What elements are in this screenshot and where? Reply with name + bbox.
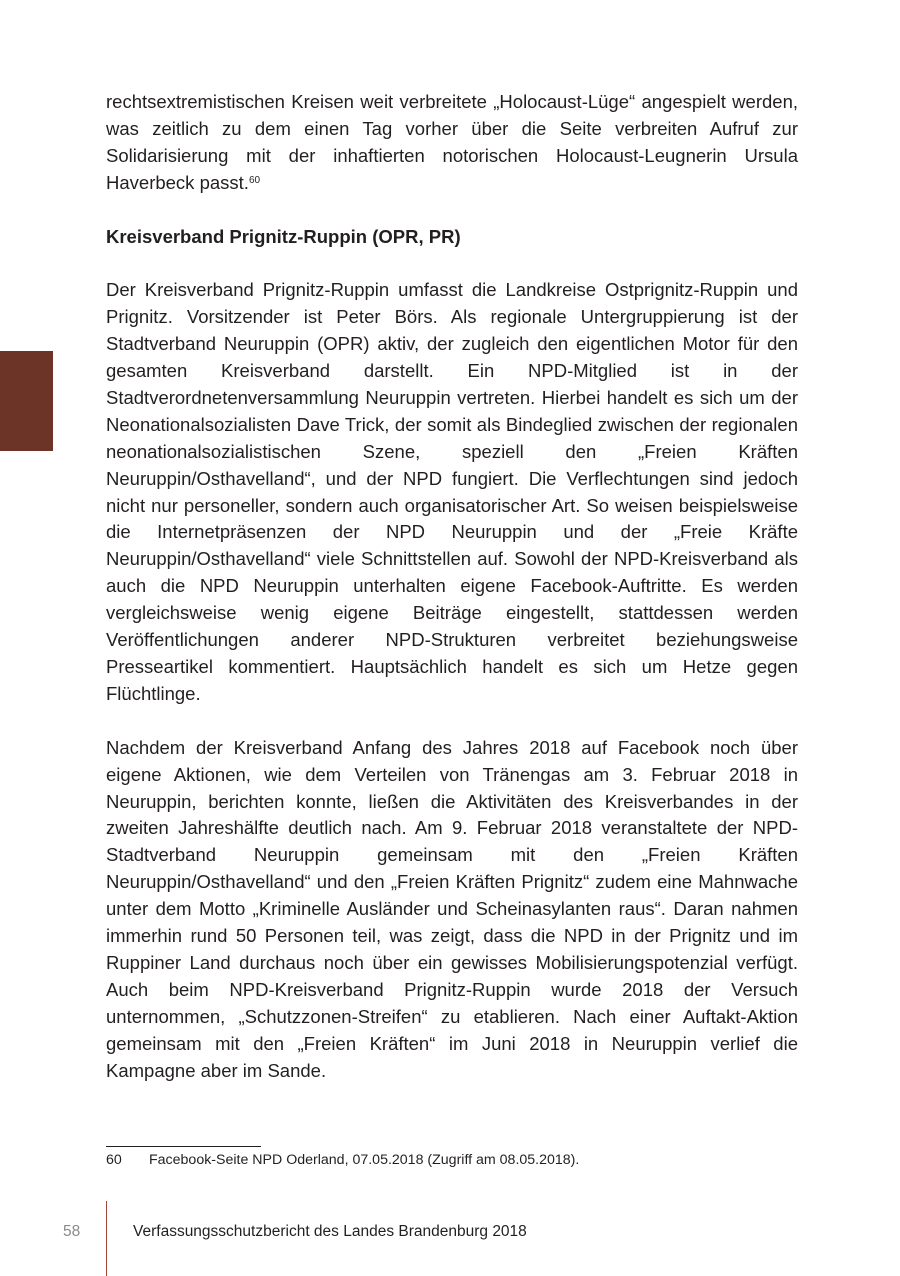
section-heading: Kreisverband Prignitz-Ruppin (OPR, PR) xyxy=(106,225,461,247)
footer-title: Verfassungsschutzbericht des Landes Brandenburg 2018 xyxy=(133,1223,527,1240)
paragraph-2: Nachdem der Kreisverband Anfang des Jahres 2018 auf Facebook noch über eigene Aktionen, wie dem Verteilen von Tränengas am 3. Februar 2018 in Neuruppin, berichten konnte, ließen die Aktivitäten des Kreisverbandes in der zweiten Jahreshälfte deutlich nach. Am 9. Februar 2018 veranstaltete der NPD-Stadtverband Neuruppin gemeinsam mit den „Freien Kräften Neuruppin/Osthavelland“ und den „Freien Kräften Prignitz“ zudem eine Mahnwache unter dem Motto „Kriminelle Ausländer und Scheinasylanten raus“. Daran nahmen immerhin rund 50 Personen teil, was zeigt, dass die NPD in der Prignitz und im Ruppiner Land durchaus noch über ein gewisses Mobilisierungspotenzial verfügt. Auch beim NPD-Kreisverband Prignitz-Ruppin wurde 2018 der Versuch unternommen, „Schutzzonen-Streifen“ zu etablieren. Nach einer Auftakt-Aktion gemeinsam mit den „Freien Kräften“ im Juni 2018 in Neuruppin verlief die Kampagne aber im Sande. xyxy=(106,736,798,1081)
footer-divider xyxy=(106,1201,107,1276)
intro-paragraph-text: rechtsextremistischen Kreisen weit verbreitete „Holocaust-Lüge“ angespielt werden, was zeitlich zu dem einen Tag vorher über die Seite verbreiten Aufruf zur Solidarisierung mit der inhaftierten notorischen Holocaust-Leugnerin Ursula Haverbeck passt. xyxy=(106,91,798,193)
footnote-number: 60 xyxy=(106,1152,122,1168)
page-number: 58 xyxy=(63,1223,81,1240)
page-body xyxy=(106,89,798,1084)
footnote xyxy=(106,1151,579,1169)
footnote-text: Facebook-Seite NPD Oderland, 07.05.2018 (Zugriff am 08.05.2018). xyxy=(149,1152,580,1168)
footnote-divider xyxy=(106,1146,261,1147)
intro-paragraph xyxy=(106,89,798,197)
paragraph-1: Der Kreisverband Prignitz-Ruppin umfasst die Landkreise Ostprignitz-Ruppin und Prignitz. Vorsitzender ist Peter Börs. Als regionale Untergruppierung ist der Stadtverband Neuruppin (OPR) aktiv, der zugleich den eigentlichen Motor für den gesamten Kreisverband darstellt. Ein NPD-Mitglied ist in der Stadtverordnetenversammlung Neuruppin vertreten. Hierbei handelt es sich um der Neonationalsozialisten Dave Trick, der somit als Bindeglied zwischen der regionalen neonationalsozialistischen Szene, speziell den „Freien Kräften Neuruppin/Osthavelland“, und der NPD fungiert. Die Verflechtungen sind jedoch nicht nur personeller, sondern auch organisatorischer Art. So weisen beispielsweise die Internetpräsenzen der NPD Neuruppin und der „Freie Kräfte Neuruppin/Osthavelland“ viele Schnittstellen auf. Sowohl der NPD-Kreisverband als auch die NPD Neuruppin unterhalten eigene Facebook-Auftritte. Es werden vergleichsweise wenig eigene Beiträge eingestellt, stattdessen werden Veröffentlichungen anderer NPD-Strukturen verbreitet beziehungsweise Presseartikel kommentiert. Hauptsächlich handelt es sich um Hetze gegen Flüchtlinge. xyxy=(106,279,798,704)
chapter-side-tab xyxy=(0,351,53,451)
footnote-reference[interactable]: 60 xyxy=(248,174,261,186)
